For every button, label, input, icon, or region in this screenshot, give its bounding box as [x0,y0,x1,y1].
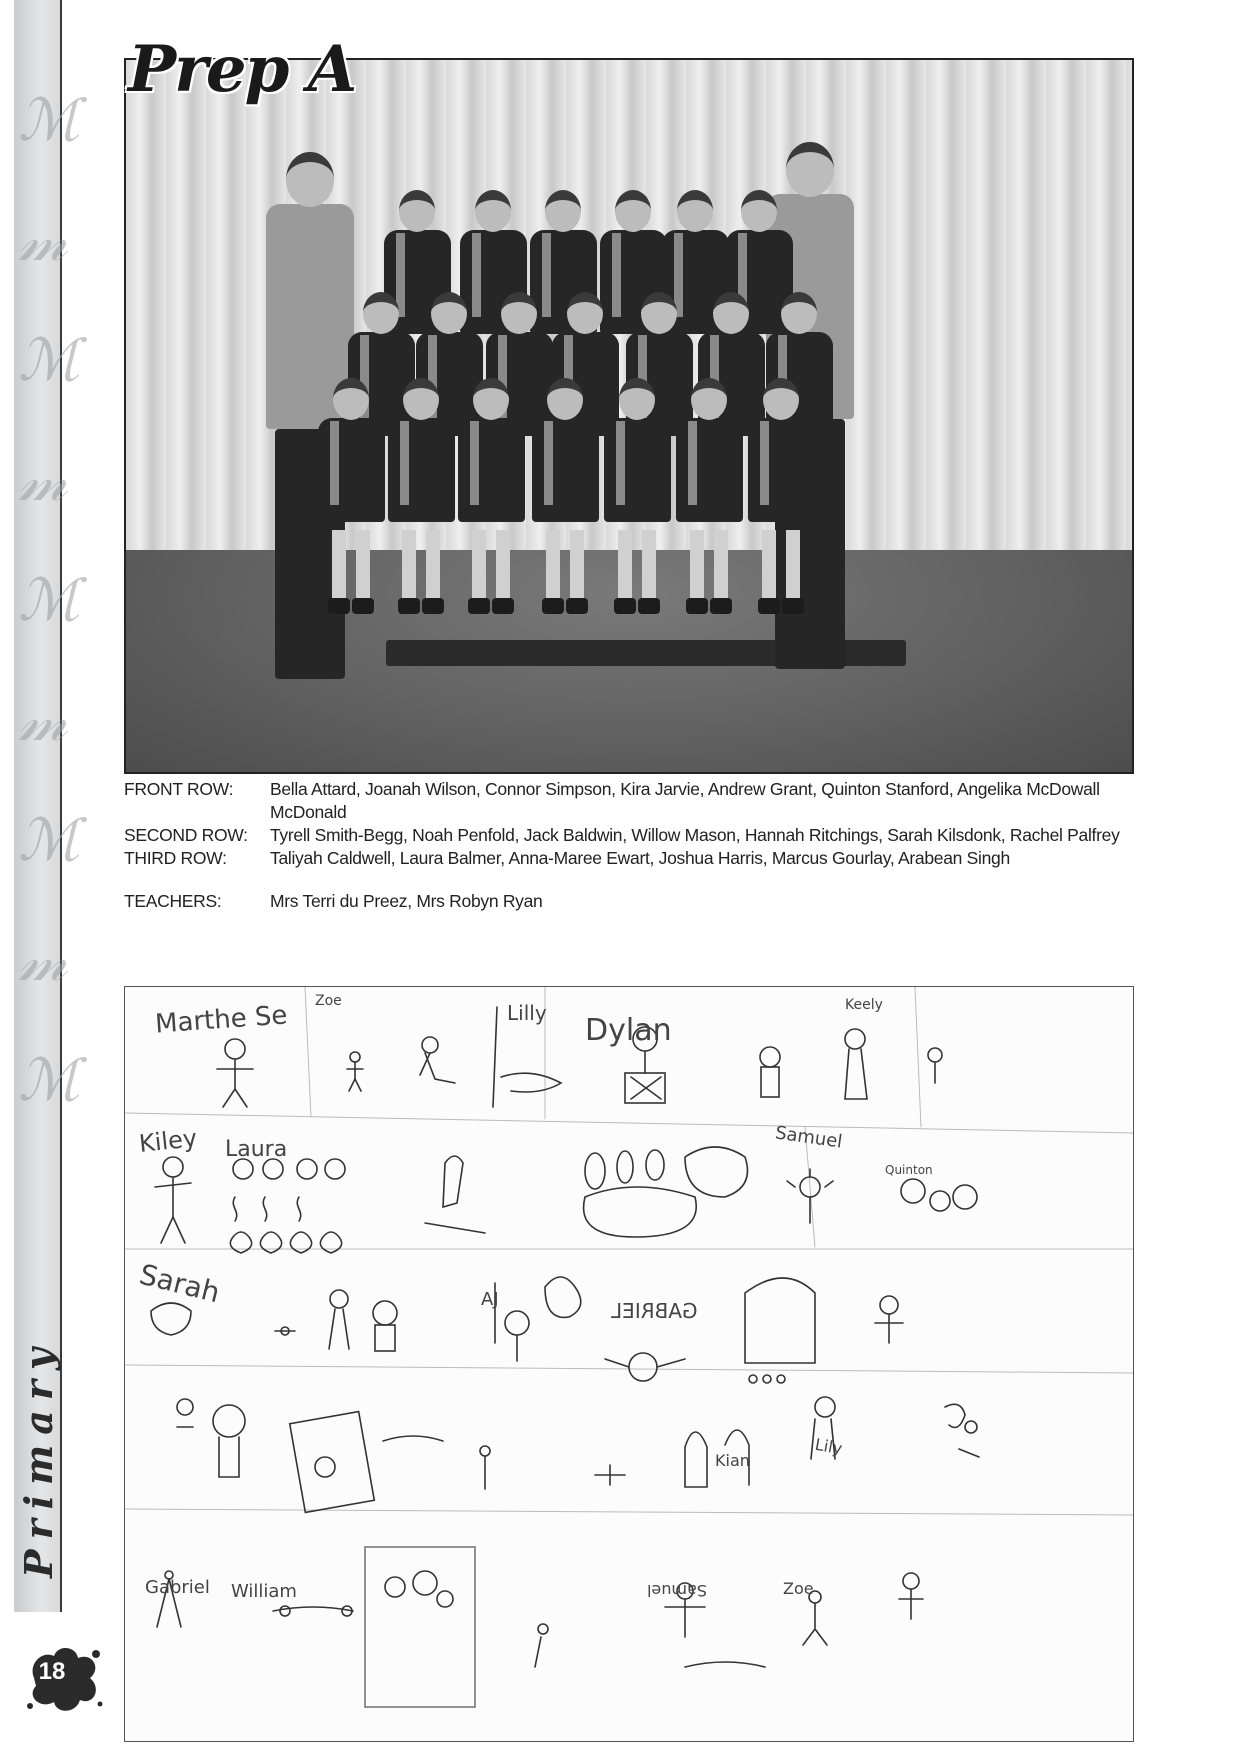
drawing-name: Marthe Se [154,1000,289,1040]
drawing-name: Zoe [783,1579,814,1598]
drawing-name: Laura [225,1137,288,1162]
page-title: Prep A [128,32,356,107]
drawing-name: Keely [845,997,883,1013]
caption-label: SECOND ROW: [124,825,248,845]
caption-label: TEACHERS: [124,891,222,911]
drawing-name: Kian [715,1451,750,1470]
caption-label: THIRD ROW: [124,848,227,868]
drawing-name: Quinton [885,1163,933,1177]
drawing-name: Sarah [136,1257,224,1310]
caption-second-row [124,824,1134,847]
caption-names: Bella Attard, Joanah Wilson, Connor Simpson, Kira Jarvie, Andrew Grant, Quinton Stanford, Angelika McDowall McDonald [270,779,1100,822]
page-number: 18 [38,1658,66,1685]
caption-list [124,778,1134,913]
caption-front-row [124,778,1134,824]
drawing-name: Gabriel [145,1577,210,1598]
drawing-name: Lilly [507,1001,547,1025]
drawing-name: AJ [481,1289,499,1310]
drawing-name: GABRIEL [611,1299,698,1323]
section-label: Primary [16,1338,61,1578]
drawings-sketches [125,987,1134,1742]
drawings-collage [124,986,1134,1742]
drawing-name: Zoe [315,993,342,1009]
drawing-name: Samuel [773,1122,844,1153]
caption-label: FRONT ROW: [124,779,234,799]
caption-names: Tyrell Smith-Begg, Noah Penfold, Jack Baldwin, Willow Mason, Hannah Ritchings, Sarah Kilsdonk, Rachel Palfrey [270,825,1120,845]
class-photo [124,58,1134,774]
drawing-name: William [231,1581,297,1602]
drawing-name: Dylan [585,1013,672,1048]
sidebar-pattern: ℳ 𝓂 ℳ 𝓂 ℳ 𝓂 ℳ 𝓂 ℳ [18,86,81,1114]
sidebar-section-label [14,1180,60,1580]
caption-third-row [124,847,1134,870]
caption-names: Mrs Terri du Preez, Mrs Robyn Ryan [270,891,543,911]
drawing-name: Kiley [137,1124,199,1158]
drawing-name: Lily [813,1434,844,1459]
caption-names: Taliyah Caldwell, Laura Balmer, Anna-Maree Ewart, Joshua Harris, Marcus Gourlay, Arabean Singh [270,848,1010,868]
drawing-name: Samuel [647,1581,707,1600]
caption-teachers [124,890,1134,913]
